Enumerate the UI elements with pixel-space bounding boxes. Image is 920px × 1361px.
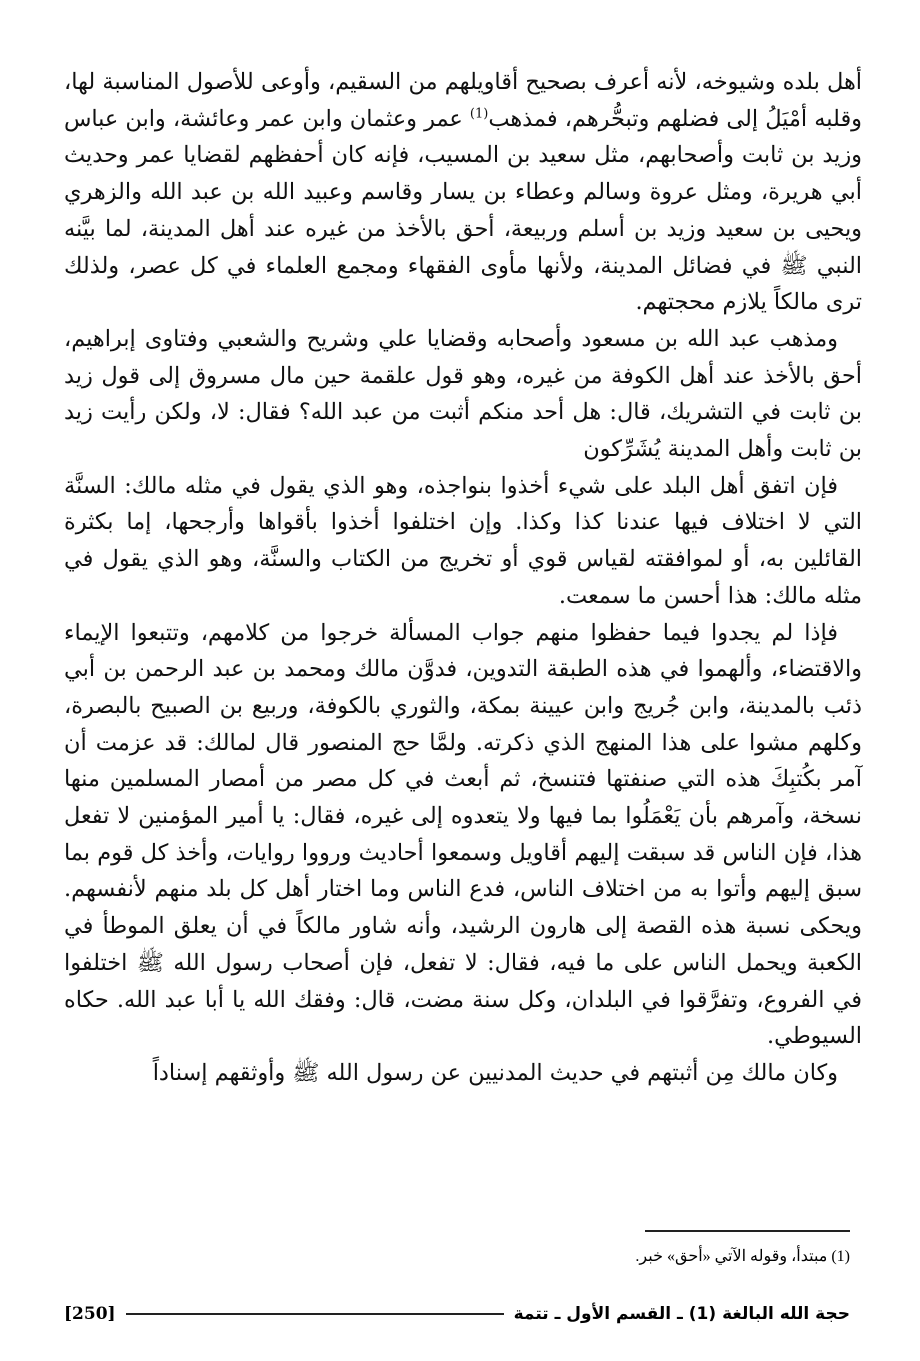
paragraph-1-rest: عمر وعثمان وابن عمر وعائشة، وابن عباس وزيد بن ثابت وأصحابهم، مثل سعيد بن المسيب، فإنه كان أحفظهم لقضايا عمر وحديث أبي هريرة، ومثل عروة وسالم وعطاء بن يسار وقاسم وعبيد الله بن عبد الله والزهري ويحيى بن سعيد وزيد بن أسلم وربيعة، أحق بالأخذ من غيره عند أهل المدينة، لما بيَّنه النبي ﷺ في فضائل المدينة، ولأنها مأوى الفقهاء ومجمع العلماء في كل عصر، ولذلك ترى مالكاً يلازم محجتهم. (64, 105, 862, 316)
page-footer (64, 1300, 850, 1328)
footer-rule (126, 1313, 504, 1315)
paragraph-5: وكان مالك مِن أثبتهم في حديث المدنيين عن رسول الله ﷺ وأوثقهم إسناداً (152, 1059, 838, 1086)
paragraph-2: ومذهب عبد الله بن مسعود وأصحابه وقضايا علي وشريح والشعبي وفتاوى إبراهيم، أحق بالأخذ عند أهل الكوفة من غيره، وهو قول علقمة حين مال مسروق إلى قول زيد بن ثابت في التشريك، قال: هل أحد منكم أثبت من عبد الله؟ فقال: لا، ولكن رأيت زيد بن ثابت وأهل المدينة يُشَرِّكون (64, 325, 862, 463)
paragraph-4: فإذا لم يجدوا فيما حفظوا منهم جواب المسألة خرجوا من كلامهم، وتتبعوا الإيماء والاقتضاء، وألهموا في هذه الطبقة التدوين، فدوَّن مالك ومحمد بن عبد الرحمن بن أبي ذئب بالمدينة، وابن جُريج وابن عيينة بمكة، والثوري بالكوفة، وربيع بن الصبيح بالبصرة، وكلهم مشوا على هذا المنهج الذي ذكرته. ولمَّا حج المنصور قال لمالك: قد عزمت أن آمر بكُتبِكَ هذه التي صنفتها فتنسخ، ثم أبعث في كل مصر من أمصار المسلمين منها نسخة، وآمرهم بأن يَعْمَلُوا بما فيها ولا يتعدوه إلى غيره، فقال: يا أمير المؤمنين لا تفعل هذا، فإن الناس قد سبقت إليهم أقاويل وسمعوا أحاديث ورووا روايات، وأخذ كل قوم بما سبق إليهم وأتوا به من اختلاف الناس، فدع الناس وما اختار أهل كل بلد منهم لأنفسهم. ويحكى نسبة هذه القصة إلى هارون الرشيد، وأنه شاور مالكاً في أن يعلق الموطأ في الكعبة ويحمل الناس على ما فيه، فقال: لا تفعل، فإن أصحاب رسول الله ﷺ اختلفوا في الفروع، وتفرَّقوا في البلدان، وكل سنة مضت، قال: وفقك الله يا أبا عبد الله. حكاه السيوطي. (64, 619, 862, 1050)
paragraph-3: فإن اتفق أهل البلد على شيء أخذوا بنواجذه، وهو الذي يقول في مثله مالك: السنَّة التي لا اختلاف فيها عندنا كذا وكذا. وإن اختلفوا أخذوا بأقواها وأرجحها، إما بكثرة القائلين به، أو لموافقته لقياس قوي أو تخريج من الكتاب والسنَّة، وهو الذي يقول في مثله مالك: هذا أحسن ما سمعت. (64, 472, 862, 609)
body-text (64, 64, 862, 1092)
paragraph-1 (64, 64, 862, 321)
running-title: حجة الله البالغة (1) ـ القسم الأول ـ تتمة (513, 1304, 850, 1324)
page-number: [250] (64, 1304, 116, 1324)
paragraph-1-start: أهل بلده وشيوخه، لأنه أعرف بصحيح أقاويلهم من السقيم، وأوعى للأصول المناسبة لها، وقلبه أمْيَلُ إلى فضلهم وتبحُّرهم، فمذهب (64, 69, 862, 132)
footnote: (1) مبتدأ، وقوله الآتي «أحق» خبر. (635, 1248, 850, 1265)
footnote-divider (645, 1230, 850, 1232)
footnote-marker: (1) (469, 106, 489, 122)
